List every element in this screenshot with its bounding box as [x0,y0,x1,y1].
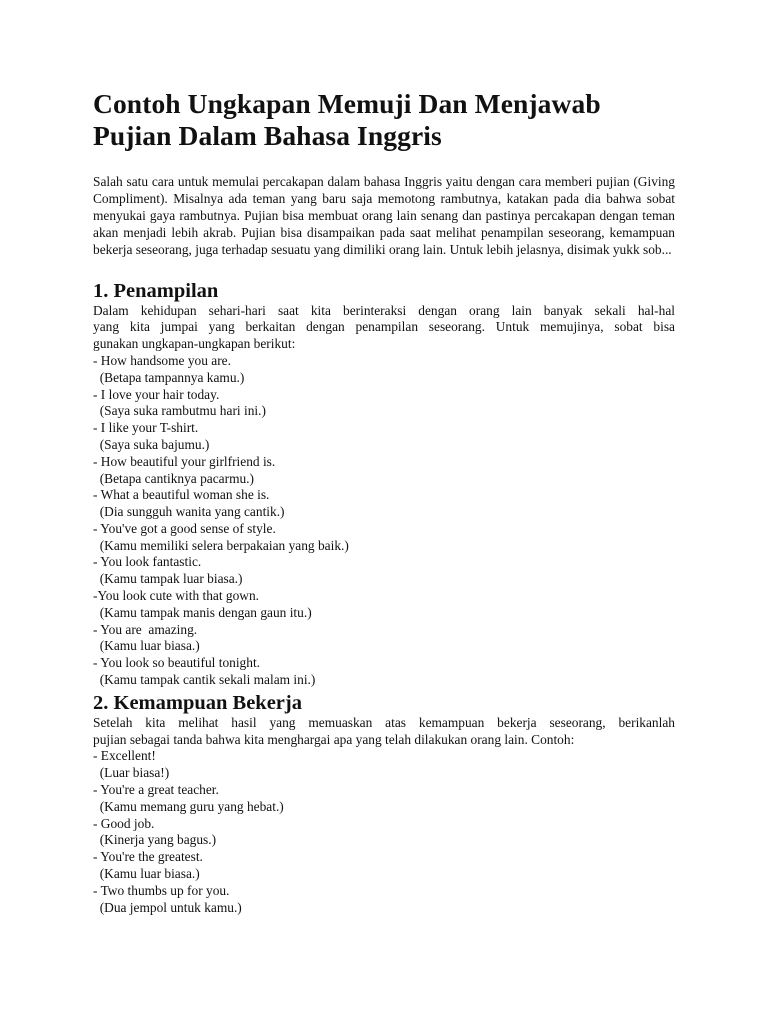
intro-paragraph: Salah satu cara untuk memulai percakapan dalam bahasa Inggris yaitu dengan cara memberi pujian (Giving Compliment). Misalnya ada teman yang baru saja memotong rambutnya, katakan pada dia bahwa sobat menyukai gaya rambutnya. Pujian bisa membuat orang lain senang dan pastinya percakapan dengan teman akan menjadi lebih akrab. Pujian bisa disampaikan pada saat melihat penampilan seseorang, kemampuan bekerja seseorang, juga terhadap sesuatu yang dimiliki orang lain. Untuk lebih jelasnya, disimak yukk sob... [93,174,675,257]
list-item: (Kamu luar biasa.) [93,866,200,882]
section-intro-penampilan [93,303,675,353]
list-item: (Kamu luar biasa.) [93,638,200,654]
title-line-1: Contoh Ungkapan Memuji Dan Menjawab [93,88,601,119]
list-item: - I like your T-shirt. [93,420,199,436]
section-intro-line: Dalam kehidupan sehari-hari saat kita berinteraksi dengan orang lain banyak sekali hal-hal [93,302,675,318]
list-item: - How handsome you are. [93,352,231,368]
list-item: (Betapa tampannya kamu.) [93,369,245,385]
list-item: - You are amazing. [93,621,198,637]
list-item: (Kamu tampak luar biasa.) [93,571,243,587]
list-item: - You're the greatest. [93,849,203,865]
list-item: - Good job. [93,815,155,831]
list-item: - You've got a good sense of style. [93,520,276,536]
list-item: - You're a great teacher. [93,782,219,798]
section-intro-line: Setelah kita melihat hasil yang memuaskan atas kemampuan bekerja seseorang, berikanlah [93,714,675,730]
list-item: - Two thumbs up for you. [93,882,230,898]
list-item: (Kamu memang guru yang hebat.) [93,798,284,814]
section-intro-line: gunakan ungkapan-ungkapan berikut: [93,336,296,352]
list-item: (Saya suka bajumu.) [93,436,210,452]
list-item: - How beautiful your girlfriend is. [93,453,276,469]
list-item: (Kamu tampak cantik sekali malam ini.) [93,672,316,688]
compliment-list-kemampuan-bekerja [93,748,675,916]
list-item: - You look so beautiful tonight. [93,655,261,671]
list-item: -You look cute with that gown. [93,588,260,604]
document-page [93,88,675,916]
list-item: (Betapa cantiknya pacarmu.) [93,470,254,486]
list-item: - You look fantastic. [93,554,202,570]
list-item: (Dia sungguh wanita yang cantik.) [93,504,285,520]
title-line-2: Pujian Dalam Bahasa Inggris [93,120,442,151]
section-heading-penampilan: 1. Penampilan [93,279,219,302]
compliment-list-penampilan [93,353,675,689]
section-intro-line: pujian sebagai tanda bahwa kita menghargai apa yang telah dilakukan orang lain. Contoh: [93,731,575,747]
list-item: (Kinerja yang bagus.) [93,832,217,848]
list-item: - Excellent! [93,748,156,764]
list-item: - What a beautiful woman she is. [93,487,270,503]
list-item: (Luar biasa!) [93,765,170,781]
list-item: - I love your hair today. [93,386,220,402]
page-title [93,88,675,152]
list-item: (Dua jempol untuk kamu.) [93,899,242,915]
section-heading-kemampuan-bekerja: 2. Kemampuan Bekerja [93,691,302,714]
section-intro-kemampuan-bekerja [93,715,675,749]
list-item: (Kamu memiliki selera berpakaian yang baik.) [93,537,349,553]
list-item: (Kamu tampak manis dengan gaun itu.) [93,604,312,620]
section-intro-line: yang kita jumpai yang berkaitan dengan penampilan seseorang. Untuk memujinya, sobat bisa [93,319,675,335]
list-item: (Saya suka rambutmu hari ini.) [93,403,266,419]
